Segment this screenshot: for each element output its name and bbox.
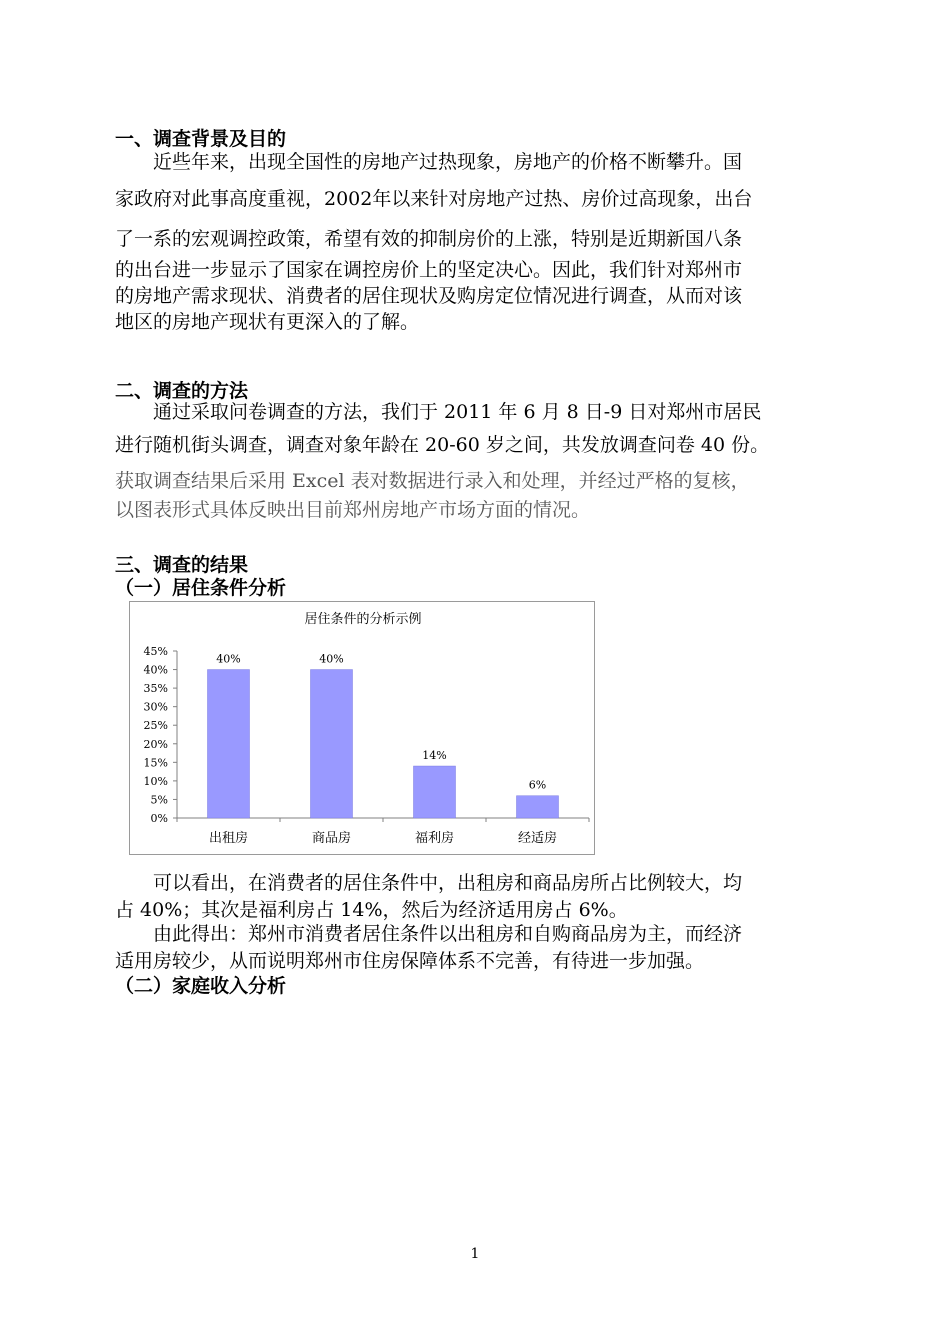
section-2-heading: 二、调查的方法 <box>115 380 249 402</box>
text-line: 近些年来，出现全国性的房地产过热现象，房地产的价格不断攀升。国 <box>115 151 743 173</box>
y-tick-label: 5% <box>150 793 168 807</box>
data-label: 6% <box>528 778 547 792</box>
text-line: 的房地产需求现状、消费者的居住现状及购房定位情况进行调查，从而对该 <box>115 285 743 307</box>
text-line: 获取调查结果后采用 Excel 表对数据进行录入和处理，并经过严格的复核， <box>115 470 750 492</box>
y-tick-label: 30% <box>143 700 168 714</box>
section-2-paragraph <box>115 398 837 521</box>
y-tick-label: 35% <box>143 682 168 696</box>
text-line: 适用房较少，从而说明郑州市住房保障体系不完善，有待进一步加强。 <box>115 950 705 972</box>
text-line: 占 40%；其次是福利房占 14%，然后为经济适用房占 6%。 <box>115 899 628 921</box>
x-tick-label: 经适房 <box>517 831 558 846</box>
bar <box>414 766 456 818</box>
data-label: 40% <box>319 652 344 666</box>
text-line: 的出台进一步显示了国家在调控房价上的坚定决心。因此，我们针对郑州市 <box>115 259 743 281</box>
text-line: 由此得出：郑州市消费者居住条件以出租房和自购商品房为主，而经济 <box>115 923 743 945</box>
x-tick-label: 出租房 <box>208 831 249 846</box>
text-line: 地区的房地产现状有更深入的了解。 <box>115 311 420 333</box>
bar <box>311 670 353 818</box>
bar <box>517 796 559 818</box>
subsection-2-heading: （二）家庭收入分析 <box>115 975 287 997</box>
y-tick-label: 15% <box>143 756 168 770</box>
text-line: 以图表形式具体反映出目前郑州房地产市场方面的情况。 <box>115 499 591 521</box>
text-line: 可以看出，在消费者的居住条件中，出租房和商品房所占比例较大，均 <box>115 872 743 894</box>
section-1-heading: 一、调查背景及目的 <box>115 128 287 150</box>
text-line: 了一系的宏观调控政策，希望有效的抑制房价的上涨，特别是近期新国八条 <box>115 228 743 250</box>
text-line: 家政府对此事高度重视，2002年以来针对房地产过热、房价过高现象，出台 <box>115 188 753 210</box>
housing-condition-chart <box>129 601 595 855</box>
y-tick-label: 10% <box>143 774 168 788</box>
y-tick-label: 40% <box>143 663 168 677</box>
y-tick-label: 25% <box>143 719 168 733</box>
subsection-1-heading: （一）居住条件分析 <box>115 577 287 599</box>
chart-canvas <box>130 602 596 856</box>
page-number: 1 <box>470 1246 480 1262</box>
data-label: 40% <box>216 652 241 666</box>
result-paragraph-1 <box>115 870 837 924</box>
section-3-heading: 三、调查的结果 <box>115 554 249 576</box>
y-tick-label: 0% <box>150 812 168 825</box>
y-tick-label: 20% <box>143 737 168 751</box>
chart-title: 居住条件的分析示例 <box>304 612 422 627</box>
x-tick-label: 商品房 <box>311 831 352 846</box>
result-paragraph-2 <box>115 921 837 975</box>
y-tick-label: 45% <box>143 645 168 658</box>
text-line: 通过采取问卷调查的方法，我们于 2011 年 6 月 8 日-9 日对郑州市居民 <box>115 401 762 423</box>
x-tick-label: 福利房 <box>414 831 455 846</box>
bar <box>208 670 250 818</box>
data-label: 14% <box>422 749 447 763</box>
text-line: 进行随机街头调查，调查对象年龄在 20-60 岁之间，共发放调查问卷 40 份。 <box>115 434 770 456</box>
section-1-paragraph <box>115 148 837 335</box>
